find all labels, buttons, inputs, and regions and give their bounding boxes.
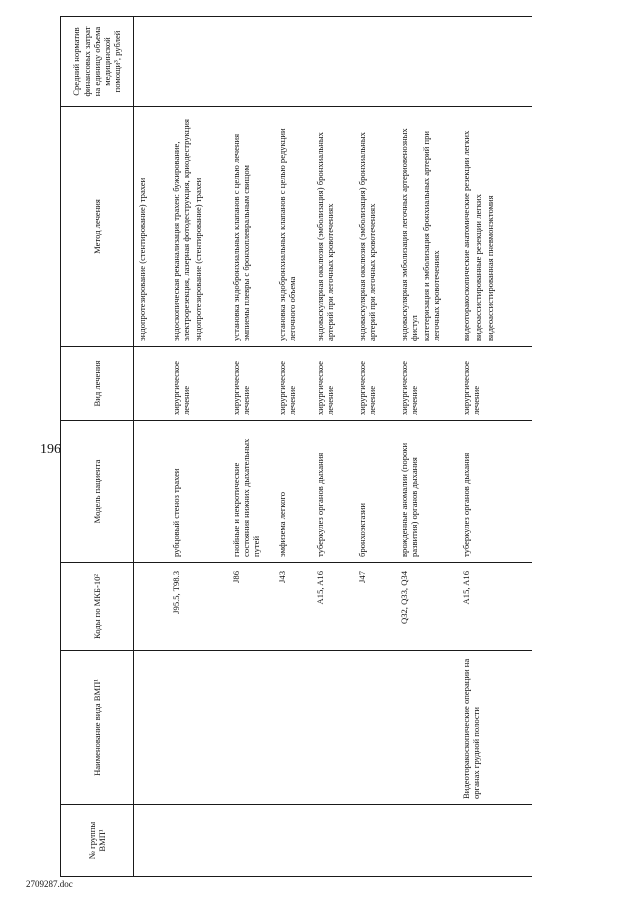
cell-group-number xyxy=(354,805,396,877)
cell-treatment-method xyxy=(168,107,228,347)
cell-treatment-method xyxy=(228,107,274,347)
cell-patient-model: рубцовый стеноз трахеи xyxy=(168,421,228,563)
table-header-row xyxy=(61,17,134,877)
cell-treatment-type: хирургическое лечение xyxy=(354,347,396,421)
cell-cost-norm xyxy=(396,17,458,107)
cell-vmp-name xyxy=(354,651,396,805)
cell-treatment-type: хирургическое лечение xyxy=(458,347,532,421)
cell-group-number xyxy=(396,805,458,877)
cell-icd-codes: A15, A16 xyxy=(458,563,532,651)
cell-group-number xyxy=(312,805,354,877)
cell-icd-codes: J86 xyxy=(228,563,274,651)
table-row xyxy=(134,17,168,877)
cell-treatment-type: хирургическое лечение xyxy=(312,347,354,421)
table-row xyxy=(168,17,228,877)
cell-patient-model: туберкулез органов дыхания xyxy=(458,421,532,563)
cell-patient-model: бронхоэктазии xyxy=(354,421,396,563)
cell-vmp-name xyxy=(134,651,168,805)
header-group-number: № группы ВМП¹ xyxy=(61,805,134,877)
cell-treatment-method xyxy=(274,107,312,347)
cell-patient-model: туберкулез органов дыхания xyxy=(312,421,354,563)
header-cost-norm: Средний норматив финансовых затрат на единицу объема медицинской помощи³, рублей xyxy=(61,17,134,107)
header-vmp-name: Наименование вида ВМП¹ xyxy=(61,651,134,805)
cell-group-number xyxy=(458,805,532,877)
cell-cost-norm xyxy=(458,17,532,107)
cell-vmp-name xyxy=(228,651,274,805)
table-row xyxy=(458,17,532,877)
cell-treatment-type: хирургическое лечение xyxy=(274,347,312,421)
table-frame xyxy=(60,17,640,860)
cell-treatment-type: хирургическое лечение xyxy=(168,347,228,421)
rotated-table-container xyxy=(60,17,624,877)
cell-cost-norm xyxy=(312,17,354,107)
cell-treatment-method xyxy=(134,107,168,347)
cell-patient-model xyxy=(134,421,168,563)
cell-icd-codes xyxy=(134,563,168,651)
method-item: эндоскопическая реканализация трахеи: бужирование, электрорезекция, лазерная фотодеструкция, криодеструкция xyxy=(170,119,191,341)
table-row xyxy=(312,17,354,877)
cell-vmp-name xyxy=(274,651,312,805)
cell-patient-model: врожденные аномалии (пороки развития) органов дыхания xyxy=(396,421,458,563)
cell-vmp-name: Видеоторакоскопические операции на органах грудной полости xyxy=(458,651,532,805)
cell-cost-norm xyxy=(134,17,168,107)
method-item: эндоваскулярная эмболизация легочных артериовенозных фистул xyxy=(398,128,419,341)
cell-icd-codes: J95.5, T98.3 xyxy=(168,563,228,651)
header-treatment-method: Метод лечения xyxy=(61,107,134,347)
cell-patient-model: гнойные и некротические состояния нижних дыхательных путей xyxy=(228,421,274,563)
table-row xyxy=(396,17,458,877)
method-item: эндопротезирование (стентирование) трахеи xyxy=(192,177,203,341)
header-treatment-type: Вид лечения xyxy=(61,347,134,421)
cell-cost-norm xyxy=(168,17,228,107)
cell-cost-norm xyxy=(354,17,396,107)
cell-treatment-type: хирургическое лечение xyxy=(396,347,458,421)
cell-cost-norm xyxy=(228,17,274,107)
cell-vmp-name xyxy=(168,651,228,805)
cell-icd-codes: J43 xyxy=(274,563,312,651)
method-item: видеоассистированная пневмонэктомия xyxy=(484,195,495,341)
cell-vmp-name xyxy=(312,651,354,805)
cell-vmp-name xyxy=(396,651,458,805)
table-row xyxy=(228,17,274,877)
cell-group-number xyxy=(274,805,312,877)
cell-icd-codes: J47 xyxy=(354,563,396,651)
cell-icd-codes: A15, A16 xyxy=(312,563,354,651)
cell-patient-model: эмфизема легкого xyxy=(274,421,312,563)
method-item: катетеризация и эмболизация бронхиальных артерий при легочных кровотечениях xyxy=(420,130,442,341)
page-number: 196 xyxy=(40,442,61,457)
header-icd-codes: Коды по МКБ-10² xyxy=(61,563,134,651)
cell-treatment-method xyxy=(458,107,532,347)
cell-treatment-type xyxy=(134,347,168,421)
cell-treatment-method xyxy=(354,107,396,347)
cell-treatment-type: хирургическое лечение xyxy=(228,347,274,421)
method-item: установка эндобронхиальных клапанов с целью лечения эмпиемы плевры с бронхоплевральным свищом xyxy=(230,133,251,341)
method-item: эндопротезирование (стентирование) трахеи xyxy=(137,177,147,341)
method-item: видеоассистированные резекции легких xyxy=(472,194,483,341)
cell-cost-norm xyxy=(274,17,312,107)
table-row xyxy=(354,17,396,877)
table-row xyxy=(274,17,312,877)
vmp-table xyxy=(60,16,532,877)
table-body xyxy=(134,17,532,877)
cell-treatment-method xyxy=(396,107,458,347)
method-item: установка эндобронхиальных клапанов с целью редукции легочного объема xyxy=(276,128,297,341)
cell-group-number xyxy=(228,805,274,877)
cell-icd-codes: Q32, Q33, Q34 xyxy=(396,563,458,651)
header-patient-model: Модель пациента xyxy=(61,421,134,563)
cell-treatment-method xyxy=(312,107,354,347)
method-item: эндоваскулярная окклюзия (эмболизация) бронхиальных артерий при легочных кровотечениях xyxy=(314,132,335,341)
cell-group-number xyxy=(168,805,228,877)
method-item: видеоторакоскопические анатомические резекции легких xyxy=(460,130,471,341)
cell-group-number xyxy=(134,805,168,877)
method-item: эндоваскулярная окклюзия (эмболизация) бронхиальных артерий при легочных кровотечениях xyxy=(356,132,377,341)
document-file-code: 2709287.doc xyxy=(26,879,73,889)
